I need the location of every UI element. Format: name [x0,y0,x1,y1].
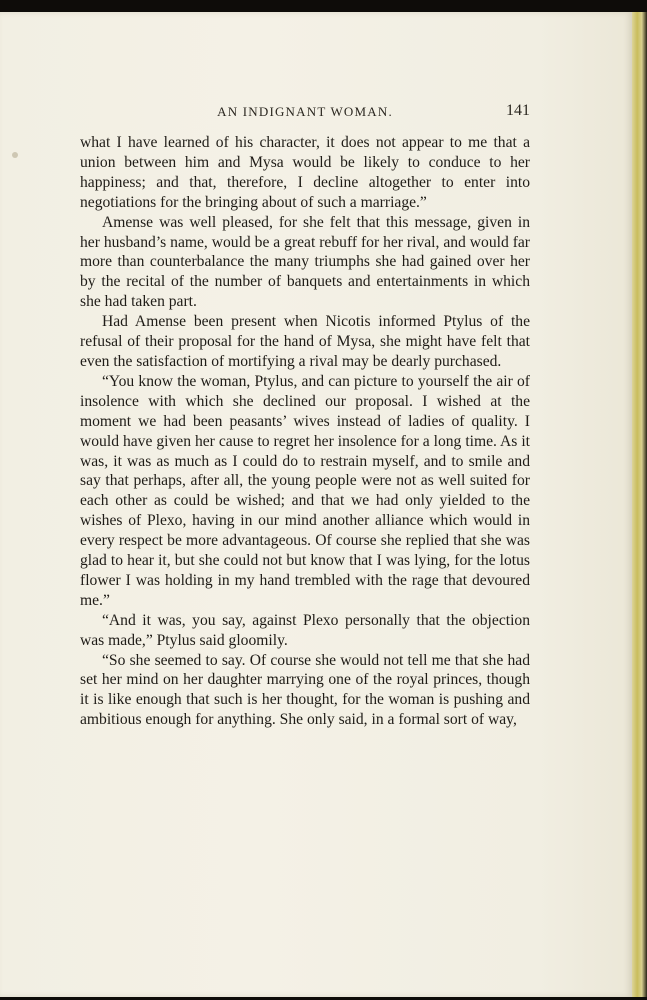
running-title: AN INDIGNANT WOMAN. [217,104,393,119]
page-header [80,102,530,124]
paragraph: “And it was, you say, against Plexo personally that the objection was made,” Ptylus said gloomily. [80,611,530,649]
paragraph: Amense was well pleased, for she felt that this message, given in her husband’s name, would be a great rebuff for her rival, and would far more than counterbalance the many triumphs she had gained over her by the recital of the number of banquets and entertainments in which she had taken part. [80,213,530,311]
paragraph: what I have learned of his character, it does not appear to me that a union between him and Mysa would be likely to conduce to her happiness; and that, therefore, I decline altogether to enter into negotiations for the bringing about of such a marriage.” [80,134,530,211]
paragraph: “You know the woman, Ptylus, and can picture to yourself the air of insolence with which she declined our proposal. I wished at the moment we had been peasants’ wives instead of ladies of quality. I would have given her cause to regret her insolence for a long time. As it was, it was as much as I could do to restrain myself, and to smile and say that perhaps, after all, the young people were not as well suited for each other as could be wished; and that we had only yielded to the wishes of Plexo, having in our mind another alliance which would in every respect be more advantageous. Of course she replied that she was glad to hear it, but she could not but know that I was lying, for the lotus flower I was holding in my hand trembled with the rage that devoured me.” [80,372,530,609]
page-edge [632,12,647,997]
paragraph: “So she seemed to say. Of course she would not tell me that she had set her mind on her daughter marrying one of the royal princes, though it is like enough that such is her thought, for the woman is pushing and ambitious enough for anything. She only said, in a formal sort of way, [80,651,530,729]
paragraph: Had Amense been present when Nicotis informed Ptylus of the refusal of their proposal for the hand of Mysa, she might have felt that even the satisfaction of mortifying a rival may be dearly purchased. [80,313,530,370]
paper-blemish [12,152,18,158]
page-number: 141 [506,102,530,119]
body-text [80,133,530,730]
